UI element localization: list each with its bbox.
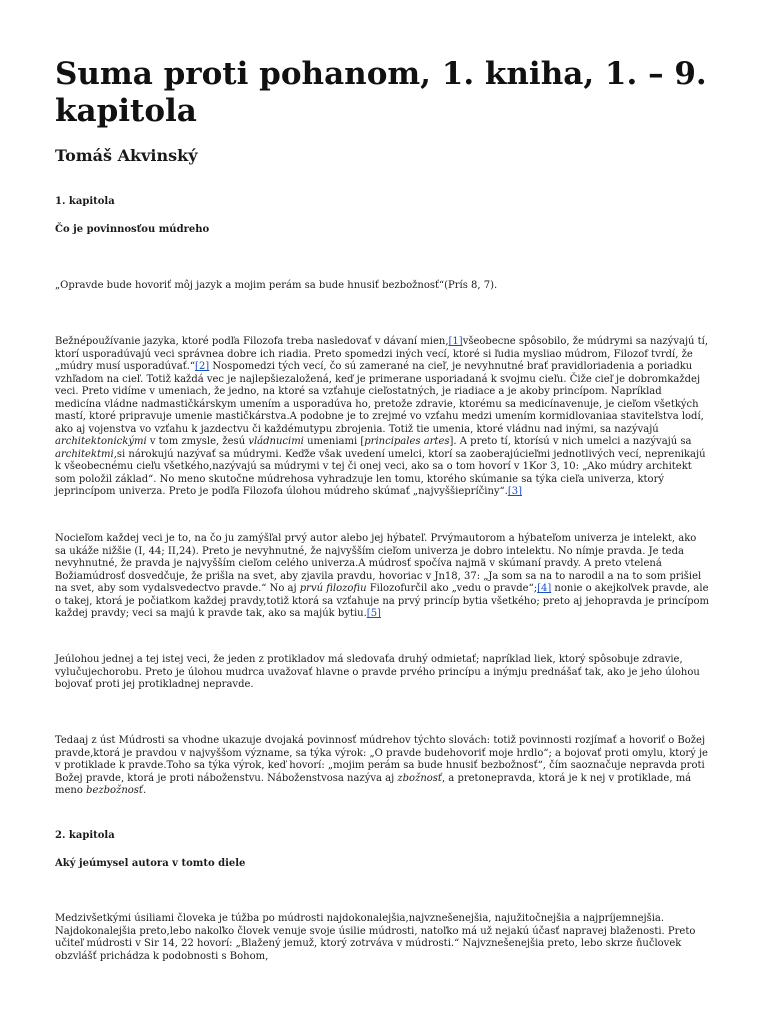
chapter-1-paragraph-2 (55, 533, 710, 621)
chapter-1-paragraph-3: Jeúlohou jednej a tej istej veci, že jeden z protikladov má sledovaťa druhý odmietať; napríklad liek, ktorý spôsobuje zdravie, vylučujechorobu. Preto je úlohou mudrca uvažovať hlavne o pravde prvého princípu a inýmju prednášať tak, ako je jeho úlohou bojovať proti jej protikladnej nepravde. (55, 654, 700, 690)
chapter-2-subtitle: Aký jeúmysel autora v tomto diele (55, 858, 246, 869)
footnote-link-4[interactable]: [4] (537, 583, 552, 594)
chapter-1-paragraph-4 (55, 735, 710, 798)
paragraph-text: Tedaaj z úst Múdrosti sa vhodne ukazuje dvojaká povinnosť múdrehov týchto slovách: totiž povinnosti rozjímať a hovoriť o Božej pravde,ktorá je pravdou v najvyššom význame, sa týka výrok: „O pravde budehovoriť moje hrdlo“; a bojovať proti omylu, ktorý je v protiklade k pravde.Toho sa týka výrok, keď hovorí: „mojim perám sa bude hnusiť bezbožnosť“, čím saoznačuje nepravda proti Božej pravde, ktorá je proti náboženstvu. Náboženstvosa nazýva aj (55, 735, 708, 784)
paragraph-text: nonie o akejkoľvek pravde, ale o takej, ktorá je počiatkom každej pravdy,totiž ktorá sa vzťahuje na prvý princíp bytia všetkého; preto aj jehopravda je princípom každej pravdy; veci sa majú k pravde tak, ako sa majúk bytiu. (55, 583, 709, 619)
paragraph-text: ]. A preto tí, ktorísú v nich umelci a nazývajú sa (449, 436, 692, 447)
chapter-2-paragraph-1: Medzivšetkými úsiliami človeka je túžba po múdrosti najdokonalejšia,najvznešenejšia, najužitočnejšia a najpríjemnejšia. Najdokonalejšia preto,lebo nakoľko človek venuje svoje úsilie múdrosti, natoľko má už nejakú účasť napravej blaženosti. Preto učiteľ múdrosti v Sir 14, 22 hovorí: „Blažený jemuž, ktorý zotrváva v múdrosti.“ Najvznešenejšia preto, lebo skrze ňučlovek obzvlášť prichádza k podobnosti s Bohom, (55, 913, 696, 962)
document-author: Tomáš Akvinský (55, 146, 198, 165)
paragraph-text: Bežnépoužívanie jazyka, ktoré podľa Filozofa treba nasledovať v dávaní mien, (55, 336, 449, 347)
chapter-1-heading: 1. kapitola (55, 196, 115, 207)
paragraph-text: Nospomedzi tých vecí, čo sú zamerané na cieľ, je nevyhnutné brať pravidloriadenia a poriadku vzhľadom na cieľ. Totiž každá vec je najlepšiezaložená, keď je primerane usporiadaná k svojmu cieľu. Čiže cieľ je dobromkaždej veci. Preto vidíme v umeniach, že jedno, na ktoré sa vzťahuje cieľostatných, je riadiace a je akoby princípom. Napríklad medicína vládne nadmastičkárskym umením a usporadúva ho, pretože zdravie, ktorému sa medicínavenuje, je cieľom všetkých mastí, ktoré pripravuje umenie mastičkárstva.A podobne je to zrejmé vo vzťahu medzi umením kormidlovaniaa staviteľstva lodí, ako aj vojenstva vo vzťahu k jazdectvu či každémutypu zbrojenia. Totiž tie umenia, ktoré vládnu nad inými, sa nazývajú (55, 361, 704, 435)
emphasis-text: zbožnosť (397, 772, 442, 784)
emphasis-text: vládnucimi (248, 436, 304, 447)
chapter-2-heading: 2. kapitola (55, 830, 115, 841)
paragraph-text: ,si nárokujú nazývať sa múdrymi. Keďže však uvedení umelci, ktorí sa zaoberajúcieľmi jednotlivých vecí, neprenikajú k všeobecnému cieľu všetkého,nazývajú sa múdrymi v tej či onej veci, ako sa o tom hovorí v 1Kor 3, 10: „Ako múdry architekt som položil základ“. No meno skutočne múdrehosa vyhradzuje len tomu, ktorého skúmanie sa týka cieľa univerza, ktorý jeprincípom univerza. Preto je podľa Filozofa úlohou múdreho skúmať „najvyššiepríčiny“. (55, 448, 706, 497)
paragraph-text: všeobecne spôsobilo, že múdrymi sa nazývajú tí, ktorí usporadúvajú veci správnea dobre ich riadia. Preto spomedzi iných vecí, ktoré si ľudia mysliao múdrom, Filozof tvrdí, že „múdry musí usporadúvať.“ (55, 336, 709, 372)
paragraph-text: . (142, 785, 147, 796)
footnote-link-1[interactable]: [1] (448, 336, 463, 347)
paragraph-text: , a pretonepravda, ktorá je k nej v protiklade, má meno (55, 772, 692, 796)
emphasis-text: bezbožnosť (86, 785, 143, 796)
emphasis-text: prvú filozofiu (299, 583, 367, 594)
paragraph-text: Filozofurčil ako „vedu o pravde“; (366, 583, 538, 594)
chapter-1-epigraph: „Opravde bude hovoriť môj jazyk a mojim perám sa bude hnusiť bezbožnosť“(Prís 8, 7). (55, 280, 498, 291)
chapter-1-paragraph-1 (55, 336, 710, 499)
emphasis-text: architektonickými (55, 436, 147, 447)
document-title: Suma proti pohanom, 1. kniha, 1. – 9. kapitola (55, 56, 707, 129)
footnote-link-2[interactable]: [2] (195, 361, 210, 372)
paragraph-text: Nocieľom každej veci je to, na čo ju zamýšľal prvý autor alebo jej hýbateľ. Prvýmautorom a hýbateľom univerza je intelekt, ako sa ukáže nižšie (I, 44; II,24). Preto je nevyhnutné, že najvyšším cieľom univerza je dobro intelektu. No nímje pravda. Je teda nevyhnutné, že pravda je najvyšším cieľom celého univerza.A múdrosť spočíva najmä v skúmaní pravdy. A preto vtelená Božiamúdrosť dosvedčuje, že prišla na svet, aby zjavila pravdu, hovoriac v Jn18, 37: „Ja som sa na to narodil a na to som prišiel na svet, aby som vydalsvedectvo pravde.“ No aj (55, 533, 702, 594)
emphasis-text: architektmi (55, 448, 114, 460)
footnote-link-3[interactable]: [3] (507, 486, 522, 497)
chapter-1-subtitle: Čo je povinnosťou múdreho (55, 224, 210, 235)
footnote-link-5[interactable]: [5] (366, 608, 381, 619)
emphasis-text: principales artes (364, 436, 450, 447)
paragraph-text: umeniami [ (303, 436, 365, 447)
paragraph-text: v tom zmysle, žesú (146, 436, 249, 447)
